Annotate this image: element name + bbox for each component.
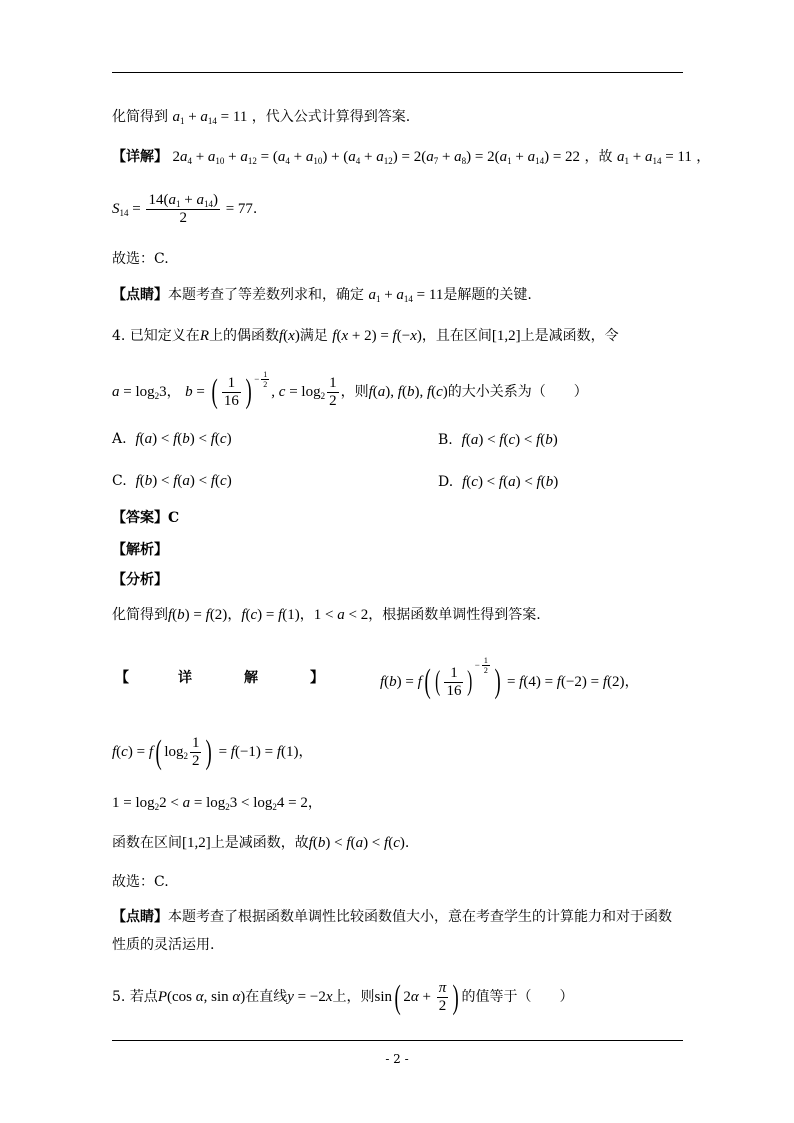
formula: $a_1 + a_{14} = 11$: [172, 109, 248, 126]
option-label: D.: [438, 474, 454, 490]
text: ，且在区间: [421, 328, 492, 344]
note-line-2: [112, 910, 672, 924]
question-number: 5.: [112, 989, 126, 1006]
formula: $a_1 + a_{14} = 11$: [368, 287, 444, 304]
text: 若点: [129, 989, 158, 1006]
text: 上是减函数，故: [210, 835, 309, 851]
formula: b = ( $\frac{1}{16}$ ) $^{- \frac{1}{2}}$ , $c = \log_2$ $\frac{1}{2}$: [185, 370, 337, 411]
formula: sin( 2α + $\frac{\pi}{2}$ ): [374, 978, 459, 1016]
question-4-line-1: [112, 329, 619, 344]
text: ，: [624, 673, 639, 690]
text: ，故: [584, 149, 613, 165]
page-number: - 2 -: [385, 1052, 409, 1066]
formula: 1 < a < 2: [313, 607, 369, 623]
formula: $a_1 + a_{14} = 11$: [616, 149, 692, 166]
text: 本题考查了等差数列求和，确定: [168, 287, 364, 303]
analysis-tag: 【解析】: [112, 542, 168, 558]
note-line-2b: 性质的灵活运用.: [112, 937, 215, 953]
text: ，: [227, 607, 242, 623]
formula: f(c) = f(1): [241, 607, 300, 623]
note-tag: 【点睛】: [112, 287, 168, 303]
formula: f(a), f(b), f(c): [368, 383, 448, 400]
option-label: C.: [112, 473, 127, 489]
formula: f(x + 2) = f(−x): [332, 328, 422, 344]
option-label: A.: [112, 431, 127, 447]
formula: [1,2]: [491, 328, 521, 344]
choose-line-1: 故选：C.: [112, 251, 169, 267]
formula: f(b) < f(a) < f(c): [135, 473, 232, 489]
formula: f(a) < f(c) < f(b): [461, 432, 558, 448]
text: ，则: [340, 383, 369, 400]
text: 在直线: [245, 989, 288, 1006]
text: .: [404, 835, 410, 851]
choose-line-2: 故选：C.: [112, 874, 169, 890]
option-b[interactable]: [438, 432, 558, 449]
formula: [1,2]: [182, 835, 211, 851]
text: ，: [298, 744, 313, 761]
note-line-1: [112, 288, 532, 304]
text: 上，则: [332, 989, 375, 1006]
detail2-tag-close: 】: [310, 670, 324, 686]
detail2-tag-char-2: 解: [244, 670, 258, 686]
text: ，: [696, 149, 711, 165]
formula: R: [199, 328, 209, 344]
detail-tag: 【详解】: [112, 149, 168, 165]
formula: $a = \log_23$: [112, 383, 167, 401]
fenxi-line: [112, 608, 541, 623]
footer-rule: [112, 1040, 683, 1041]
text: 已知定义在: [129, 328, 200, 344]
fenxi-tag: 【分析】: [112, 572, 168, 588]
option-label: B.: [438, 432, 453, 448]
formula: f(b) = f( ( $\frac{1}{16}$ )$^{- \frac{1}{2}}$ ) = f(4) = f(−2) = f(2): [380, 656, 625, 701]
log-line: [112, 796, 322, 812]
formula: f(b) = f(2): [168, 607, 228, 623]
text: ，: [307, 795, 322, 811]
text: 的大小关系为（ ）: [447, 383, 588, 400]
option-c[interactable]: [112, 474, 232, 489]
formula: $S_{14}$ = $\frac{14(a_1 + a_{14})}{2}$ = 77: [112, 192, 253, 227]
text: ，代入公式计算得到答案.: [251, 109, 411, 125]
text: ，根据函数单调性得到答案.: [368, 607, 541, 623]
note-tag: 【点睛】: [112, 909, 168, 925]
text: 化简得到: [112, 109, 168, 125]
text: 上的偶函数: [208, 328, 279, 344]
formula: P(cos α, sin α): [157, 989, 246, 1006]
solution-line-1: [112, 110, 410, 126]
text: 上是减函数，令: [520, 328, 619, 344]
text: 满足: [299, 328, 328, 344]
option-d[interactable]: [438, 474, 558, 491]
detail2-tag-char-1: 详: [178, 670, 192, 686]
question-5-line: [112, 980, 574, 1016]
formula: f(c) = f( $\log_2$ $\frac{1}{2}$ ) = f(−1) = f(1): [112, 733, 299, 771]
text: 化简得到: [112, 607, 168, 623]
text: 本题考查了根据函数单调性比较函数值大小，意在考查学生的计算能力和对于函数: [168, 909, 672, 925]
detail2-tag-open: 【: [115, 670, 129, 686]
detail-line-1: [112, 150, 710, 166]
sum-formula-line: [112, 192, 257, 228]
detail2-formula: [380, 656, 639, 700]
answer-line: 【答案】C: [112, 510, 180, 526]
formula: $1 = \log_22 < a = \log_23 < \log_24 = 2$: [112, 795, 308, 812]
text: 是解题的关键.: [443, 287, 532, 303]
question-4-line-2: $a = \log_23$， b = ( $\frac{1}{16}$ ) $^{- \frac{1}{2}}$ , $c = \log_2$ $\frac{1}{2}$ ，则f(a), f(b), f(c)的大小关系为（ ）: [112, 370, 588, 411]
text: .: [252, 201, 258, 218]
text: 函数在区间: [112, 835, 182, 851]
option-a[interactable]: [112, 432, 232, 447]
formula: f(a) < f(b) < f(c): [135, 431, 232, 447]
header-rule: [112, 72, 683, 73]
text: ，: [299, 607, 314, 623]
formula: f(c) < f(a) < f(b): [462, 474, 559, 490]
formula: y = −2x: [287, 989, 333, 1006]
formula: f(x): [278, 328, 300, 344]
decreasing-line: [112, 836, 409, 851]
formula: $2a_4 + a_{10} + a_{12} = (a_4 + a_{10}) + (a_4 + a_{12}) = 2(a_7 + a_8) = 2(a_1 + a_{14}) = 22$: [172, 149, 581, 166]
question-number: 4.: [112, 328, 126, 344]
fc-line: [112, 735, 313, 771]
formula: f(b) < f(a) < f(c): [308, 835, 405, 851]
text: 的值等于（ ）: [461, 989, 574, 1006]
